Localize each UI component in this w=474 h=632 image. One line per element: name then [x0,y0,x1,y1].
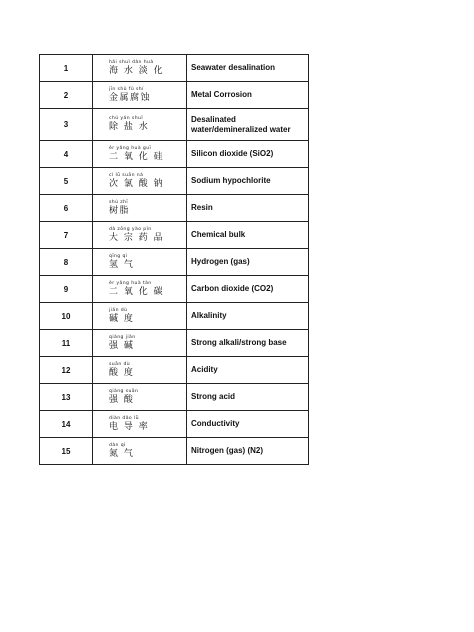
chinese-term-cell [93,222,187,249]
english-term: Silicon dioxide (SiO2) [187,141,309,168]
chinese-term-cell [93,303,187,330]
table-row [40,276,309,303]
hanzi-text: 电 导 率 [109,421,150,432]
hanzi-text: 碱 度 [109,313,135,324]
row-number: 2 [40,82,93,109]
chinese-term-cell [93,141,187,168]
table-row [40,168,309,195]
pinyin-text: hǎi shuǐ dàn huà [109,59,154,65]
row-number: 14 [40,411,93,438]
row-number: 7 [40,222,93,249]
chinese-term-cell [93,330,187,357]
pinyin-text: qiáng jiǎn [109,334,136,340]
pinyin-text: èr yǎng huà guī [109,145,152,151]
chinese-term-cell [93,276,187,303]
table-row [40,249,309,276]
table-row [40,195,309,222]
table-row [40,303,309,330]
row-number: 15 [40,438,93,465]
chinese-term-cell [93,384,187,411]
vocabulary-table-body [40,55,309,465]
vocabulary-table [39,54,309,465]
english-term: Acidity [187,357,309,384]
english-term: Strong acid [187,384,309,411]
pinyin-text: qiáng suān [109,388,139,394]
chinese-term-cell [93,168,187,195]
pinyin-text: dàn qì [109,442,126,448]
hanzi-text: 氮 气 [109,448,135,459]
table-row [40,438,309,465]
english-term: Carbon dioxide (CO2) [187,276,309,303]
hanzi-text: 次 氯 酸 钠 [109,178,165,189]
hanzi-text: 海 水 淡 化 [109,65,165,76]
table-row [40,357,309,384]
table-row [40,141,309,168]
english-term: Desalinated water/demineralized water [187,109,309,141]
row-number: 13 [40,384,93,411]
hanzi-text: 树脂 [109,205,131,216]
table-row [40,55,309,82]
english-term: Strong alkali/strong base [187,330,309,357]
english-term: Conductivity [187,411,309,438]
english-term: Resin [187,195,309,222]
row-number: 11 [40,330,93,357]
table-row [40,330,309,357]
chinese-term-cell [93,249,187,276]
row-number: 5 [40,168,93,195]
table-row [40,222,309,249]
hanzi-text: 二 氧 化 硅 [109,151,165,162]
table-row [40,384,309,411]
table-row [40,411,309,438]
pinyin-text: chú yán shuǐ [109,116,144,121]
english-term: Hydrogen (gas) [187,249,309,276]
pinyin-text: èr yǎng huà tàn [109,280,152,286]
chinese-term-cell [93,357,187,384]
table-row [40,109,309,141]
hanzi-text: 氢 气 [109,259,135,270]
pinyin-text: suān dù [109,361,131,367]
english-term: Chemical bulk [187,222,309,249]
chinese-term-cell [93,195,187,222]
pinyin-text: jiǎn dù [109,307,128,313]
english-term: Alkalinity [187,303,309,330]
hanzi-text: 强 碱 [109,340,135,351]
row-number: 1 [40,55,93,82]
english-term: Metal Corrosion [187,82,309,109]
hanzi-text: 除 盐 水 [109,122,150,132]
pinyin-text: qīng qì [109,253,128,259]
chinese-term-cell [93,109,187,141]
pinyin-text: jīn shǔ fǔ shí [109,86,144,92]
hanzi-text: 强 酸 [109,394,135,405]
hanzi-text: 大 宗 药 品 [109,232,165,243]
hanzi-text: 酸 度 [109,367,135,378]
chinese-term-cell [93,438,187,465]
row-number: 6 [40,195,93,222]
english-term: Sodium hypochlorite [187,168,309,195]
hanzi-text: 二 氧 化 碳 [109,286,165,297]
hanzi-text: 金属腐蚀 [109,92,152,103]
pinyin-text: cì lǜ suān nà [109,172,144,178]
english-term: Seawater desalination [187,55,309,82]
chinese-term-cell [93,82,187,109]
pinyin-text: shù zhī [109,199,129,205]
row-number: 3 [40,109,93,141]
row-number: 4 [40,141,93,168]
row-number: 9 [40,276,93,303]
chinese-term-cell [93,55,187,82]
row-number: 12 [40,357,93,384]
row-number: 8 [40,249,93,276]
row-number: 10 [40,303,93,330]
table-row [40,82,309,109]
english-term: Nitrogen (gas) (N2) [187,438,309,465]
chinese-term-cell [93,411,187,438]
pinyin-text: dà zōng yào pǐn [109,226,152,232]
pinyin-text: diàn dǎo lǜ [109,415,139,421]
